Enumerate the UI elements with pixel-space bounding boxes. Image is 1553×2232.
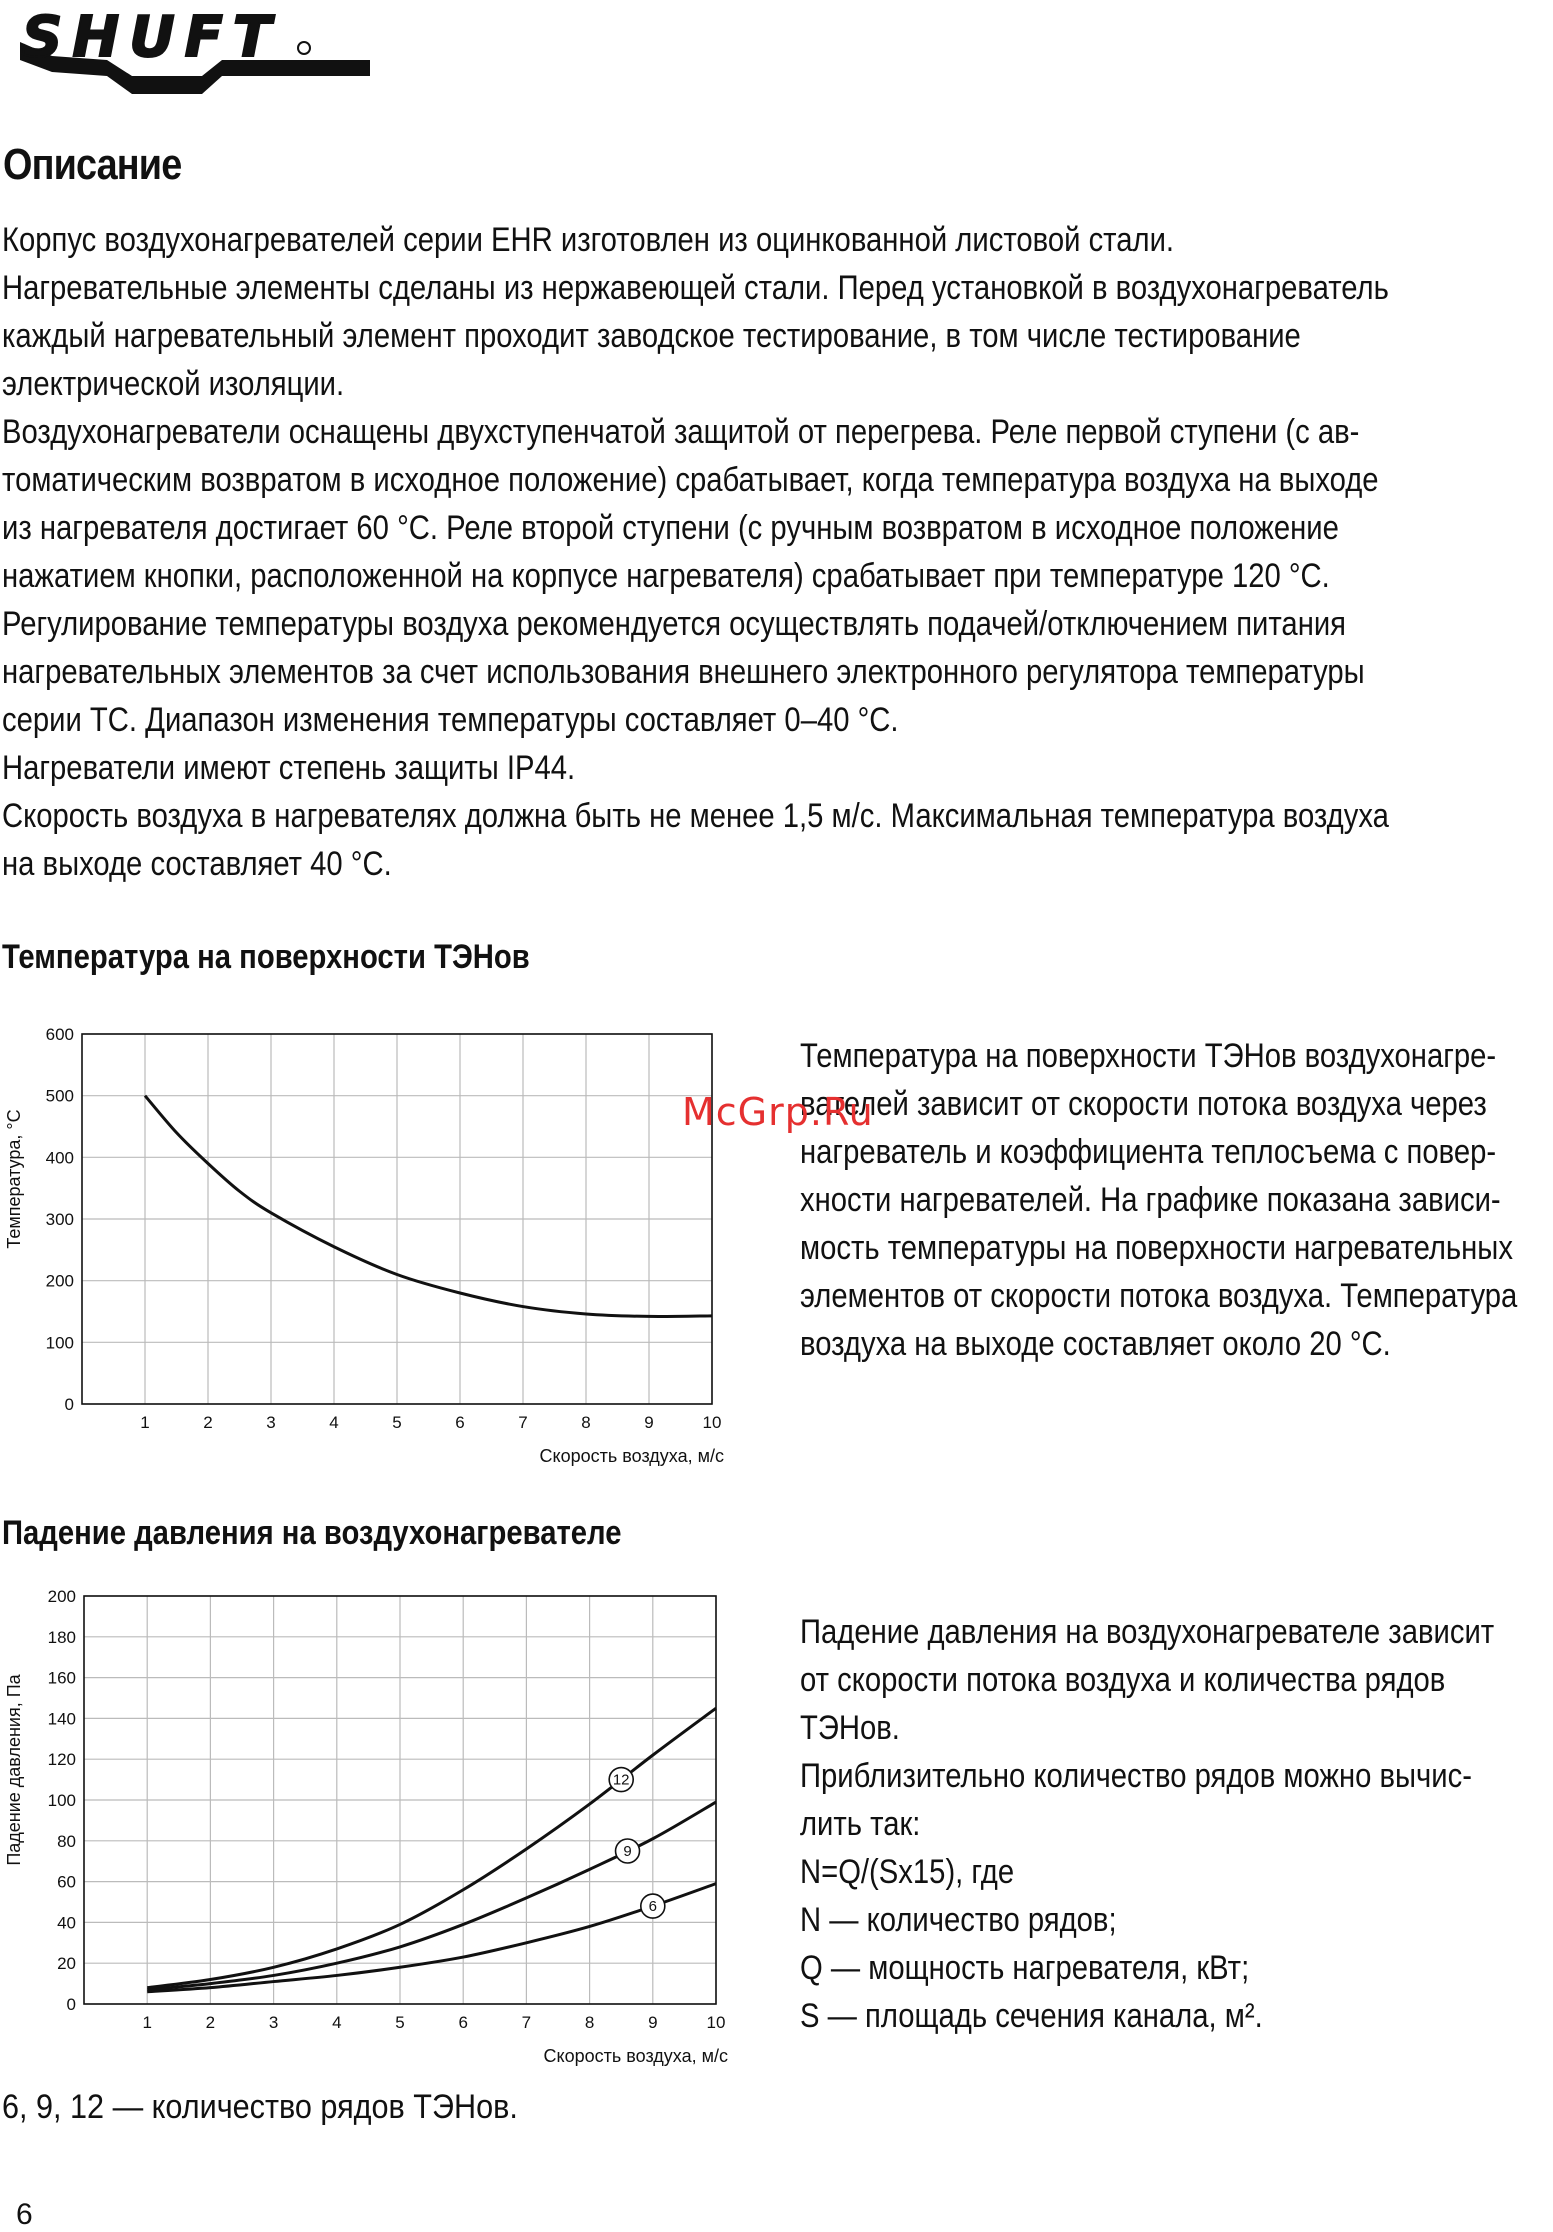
x-tick-label: 7 [518,1413,528,1432]
x-tick-label: 9 [644,1413,654,1432]
x-tick-label: 10 [702,1413,722,1432]
description-line: Корпус воздухонагревателей серии EHR изготовлен из оцинкованной листовой стали. [2,221,1175,259]
pressure-text-line: Приблизительно количество рядов можно вычис- [800,1757,1472,1795]
description-line: томатическим возвратом в исходное положение) срабатывает, когда температура воздуха на выходе [2,461,1379,499]
x-tick-label: 9 [648,2013,658,2032]
temp-text-line: элементов от скорости потока воздуха. Температура [800,1277,1518,1315]
y-tick-label: 40 [57,1913,76,1933]
pressure-text-line: Падение давления на воздухонагревателе зависит [800,1613,1495,1651]
logo-wordmark: SHUFT [22,5,282,70]
temp-text-line: хности нагревателей. На графике показана зависи- [800,1181,1501,1219]
temp-text-line: воздуха на выходе составляет около 20 °С. [800,1325,1391,1363]
series-marker-label: 6 [648,1898,657,1916]
description-line: нагревательных элементов за счет использования внешнего электронного регулятора температуры [2,653,1365,691]
x-tick-label: 1 [142,2013,152,2032]
x-tick-label: 3 [266,1413,276,1432]
temp-section-title: Температура на поверхности ТЭНов [2,938,530,976]
pressure-text-line: ТЭНов. [800,1709,900,1747]
pressure-text-line: лить так: [800,1805,921,1843]
y-tick-label: 200 [45,1271,74,1291]
x-tick-label: 8 [581,1413,591,1432]
description-body [2,216,1541,888]
x-axis-label: Скорость воздуха, м/с [543,2046,728,2066]
x-tick-label: 5 [392,1413,402,1432]
temp-text-line: Температура на поверхности ТЭНов воздухонагре- [800,1037,1497,1075]
x-tick-label: 4 [329,1413,339,1432]
x-tick-label: 8 [584,2013,595,2032]
description-line: Скорость воздуха в нагревателях должна быть не менее 1,5 м/с. Максимальная температура воздуха [2,797,1389,835]
y-tick-label: 160 [47,1668,76,1688]
x-tick-label: 6 [455,1413,465,1432]
y-tick-label: 500 [45,1086,74,1106]
y-tick-label: 0 [66,1995,76,2014]
series-line [145,1096,712,1317]
watermark: McGrp.Ru [682,1090,874,1134]
pressure-text-line: S — площадь сечения канала, м². [800,1997,1263,2035]
pressure-drop-chart [0,1580,760,2066]
x-tick-label: 10 [706,2013,726,2032]
y-tick-label: 0 [64,1395,74,1414]
y-tick-label: 300 [45,1210,74,1229]
y-tick-label: 180 [47,1627,76,1647]
pressure-section-text [800,1608,1495,2040]
description-title: Описание [3,140,182,189]
description-line: Нагревательные элементы сделаны из нержавеющей стали. Перед установкой в воздухонагреватель [2,269,1389,307]
series-marker-label: 9 [623,1843,632,1860]
rows-caption: 6, 9, 12 — количество рядов ТЭНов. [2,2088,518,2126]
series-marker-label: 12 [612,1771,630,1789]
y-tick-label: 600 [45,1025,74,1044]
y-tick-label: 400 [45,1148,74,1168]
temp-text-line: нагреватель и коэффициента теплосъема с повер- [800,1133,1497,1171]
pressure-text-line: Q — мощность нагревателя, кВт; [800,1949,1250,1987]
y-tick-label: 100 [45,1333,74,1353]
temp-text-line: мость температуры на поверхности нагревательных [800,1229,1513,1267]
pressure-text-line: N — количество рядов; [800,1901,1117,1939]
registered-mark-icon [298,42,310,54]
x-axis-label: Скорость воздуха, м/с [539,1446,724,1466]
x-tick-label: 7 [521,2013,532,2032]
page-number: 6 [16,2198,33,2231]
y-tick-label: 80 [57,1831,76,1851]
x-tick-label: 5 [395,2013,405,2032]
y-tick-label: 60 [57,1872,76,1892]
y-tick-label: 20 [57,1954,76,1974]
x-tick-label: 2 [205,2013,216,2032]
y-tick-label: 120 [47,1750,76,1770]
x-tick-label: 2 [203,1413,213,1432]
temp-text-line: вателей зависит от скорости потока воздуха через [800,1085,1487,1123]
description-line: Воздухонагреватели оснащены двухступенчатой защитой от перегрева. Реле первой ступени (с ав- [2,413,1360,451]
description-line: нажатием кнопки, расположенной на корпусе нагревателя) срабатывает при температуре 120 °С. [2,557,1330,595]
y-axis-label: Температура, °С [4,1109,24,1249]
brand-logo [12,2,372,94]
y-tick-label: 100 [47,1791,76,1810]
description-line: серии TC. Диапазон изменения температуры составляет 0–40 °С. [2,701,899,739]
temp-section-text [800,1032,1518,1368]
description-line: электрической изоляции. [2,365,345,403]
x-tick-label: 1 [140,1413,150,1432]
description-line: Нагреватели имеют степень защиты IP44. [2,749,576,787]
y-tick-label: 200 [47,1587,76,1606]
y-axis-label: Падение давления, Па [4,1674,24,1866]
x-tick-label: 3 [268,2013,279,2032]
pressure-section-title: Падение давления на воздухонагревателе [2,1514,622,1552]
description-line: на выходе составляет 40 °С. [2,845,392,883]
description-line: Регулирование температуры воздуха рекомендуется осуществлять подачей/отключением питания [2,605,1347,643]
x-tick-label: 6 [458,2013,468,2032]
description-line: каждый нагревательный элемент проходит заводское тестирование, в том числе тестирование [2,317,1301,355]
pressure-text-line: N=Q/(Sx15), где [800,1853,1015,1891]
x-tick-label: 4 [332,2013,342,2032]
temperature-chart [0,1010,760,1480]
description-line: из нагревателя достигает 60 °С. Реле второй ступени (с ручным возвратом в исходное положение [2,509,1339,547]
pressure-text-line: от скорости потока воздуха и количества рядов [800,1661,1446,1699]
y-tick-label: 140 [47,1709,76,1729]
